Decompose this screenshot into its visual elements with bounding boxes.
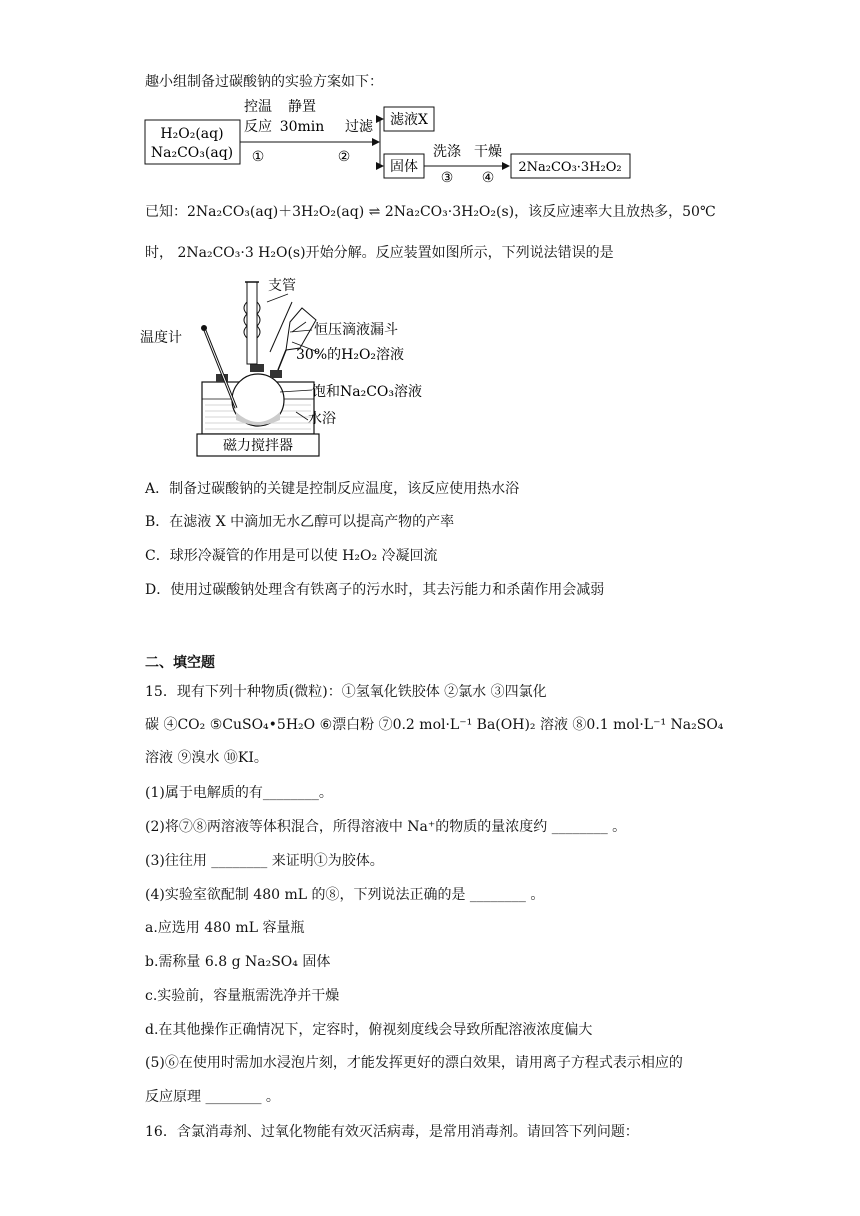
step4-a: 干燥 [474, 144, 502, 160]
step1-num: ① [251, 149, 265, 165]
option-c: C．球形冷凝管的作用是可以使 H₂O₂ 冷凝回流 [145, 548, 438, 564]
intro-text: 趣小组制备过碳酸钠的实验方案如下： [145, 74, 383, 90]
q15-line-3: 溶液 ⑨溴水 ⑩KI。 [145, 750, 268, 766]
h2o2-label: 30%的H₂O₂溶液 [296, 347, 405, 363]
step4-num: ④ [481, 170, 495, 184]
filter-label: 过滤 [345, 119, 373, 135]
known-line-2: 时， 2Na₂CO₃·3 H₂O(s)开始分解。反应装置如图所示，下列说法错误的是 [145, 245, 614, 261]
filtrate-label: 滤液X [390, 112, 428, 128]
solid-label: 固体 [390, 159, 418, 175]
q15-option-a: a.应选用 480 mL 容量瓶 [145, 920, 305, 936]
step2-a: 静置 [288, 99, 316, 115]
product-label: 2Na₂CO₃·3H₂O₂ [518, 160, 622, 175]
step2-num: ② [337, 149, 351, 165]
known-line-1: 已知：2Na₂CO₃(aq)＋3H₂O₂(aq) ⇌ 2Na₂CO₃·3H₂O₂(s)，该反应速率大且放热多，50℃ [145, 204, 716, 220]
q16-text: 16．含氯消毒剂、过氧化物能有效灭活病毒，是常用消毒剂。请回答下列问题： [145, 1124, 639, 1140]
na2co3-label: 饱和Na₂CO₃溶液 [312, 384, 423, 400]
q15-option-c: c.实验前，容量瓶需洗净并干燥 [145, 988, 340, 1004]
stirrer-label: 磁力搅拌器 [223, 438, 293, 454]
option-d: D．使用过碳酸钠处理含有铁离子的污水时，其去污能力和杀菌作用会减弱 [145, 582, 605, 598]
q15-part-4: (4)实验室欲配制 480 mL 的⑧，下列说法正确的是 ________ 。 [145, 887, 545, 903]
q15-part-2: (2)将⑦⑧两溶液等体积混合，所得溶液中 Na⁺的物质的量浓度约 ________ 。 [145, 819, 627, 835]
branch-label: 支管 [268, 278, 296, 294]
q15-line-2: 碳 ④CO₂ ⑤CuSO₄•5H₂O ⑥漂白粉 ⑦0.2 mol·L⁻¹ Ba(OH)₂ 溶液 ⑧0.1 mol·L⁻¹ Na₂SO₄ [145, 717, 724, 733]
q15-part-1: (1)属于电解质的有________。 [145, 785, 333, 801]
reactant-2: Na₂CO₃(aq) [150, 145, 234, 161]
option-b: B．在滤液 X 中滴加无水乙醇可以提高产物的产率 [145, 514, 455, 530]
step3-num: ③ [440, 170, 454, 184]
q15-part-5b: 反应原理 ________ 。 [145, 1089, 280, 1105]
q15-part-5a: (5)⑥在使用时需加水浸泡片刻，才能发挥更好的漂白效果，请用离子方程式表示相应的 [145, 1055, 683, 1071]
bath-label: 水浴 [308, 411, 336, 427]
step3-a: 洗涤 [433, 144, 461, 160]
section-heading: 二、填空题 [145, 655, 215, 671]
step1-b: 反应 [244, 119, 272, 135]
q15-option-d: d.在其他操作正确情况下，定容时，俯视刻度线会导致所配溶液浓度偏大 [145, 1022, 593, 1038]
funnel-label: 恒压滴液漏斗 [314, 322, 398, 338]
step1-a: 控温 [244, 99, 272, 115]
q15-option-b: b.需称量 6.8 g Na₂SO₄ 固体 [145, 954, 331, 970]
step2-b: 30min [279, 119, 325, 135]
flow-diagram [140, 98, 640, 184]
q15-part-3: (3)往往用 ________ 来证明①为胶体。 [145, 853, 384, 869]
apparatus-diagram [140, 272, 440, 462]
reactant-1: H₂O₂(aq) [160, 126, 224, 142]
option-a: A．制备过碳酸钠的关键是控制反应温度，该反应使用热水浴 [145, 481, 520, 497]
thermometer-label: 温度计 [140, 330, 182, 346]
q15-line-1: 15．现有下列十种物质(微粒)：①氢氧化铁胶体 ②氯水 ③四氯化 [145, 684, 547, 700]
